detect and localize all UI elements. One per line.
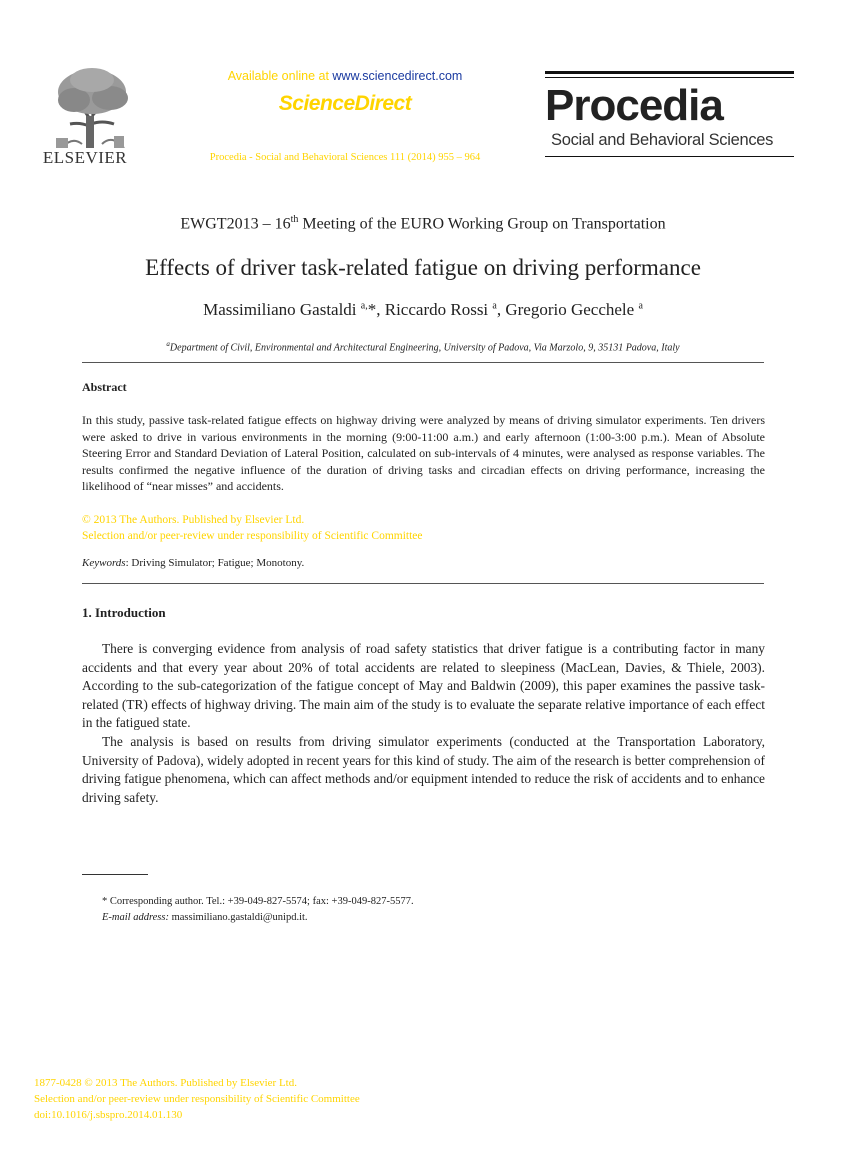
email-line: E-mail address: massimiliano.gastaldi@unipd.it. [102,912,308,923]
author-list: Massimiliano Gastaldi $^{a,}$*, Riccardo Rossi $^a$, Gregorio Gecchele $^a$ [203,300,643,319]
peer-review-notice: Selection and/or peer-review under responsibility of Scientific Committee [82,530,423,542]
divider [82,362,764,363]
footer-issn: 1877-0428 © 2013 The Authors. Published by Elsevier Ltd. [34,1077,297,1089]
author-name: Riccardo Rossi [384,300,493,319]
keywords-label: Keywords [82,557,126,569]
paragraph: There is converging evidence from analysis of road safety statistics that driver fatigue is a contributing factor in many accidents and that every year about 20% of total accidents are related to sleepiness (MacLean, Davies, & Thiele, 2003). According to the sub-categorization of the fatigue concept of May and Baldwin (2009), this paper examines the passive task-related (TR) effects of highway driving. The main aim of the study is to evaluate the separate relative importance of each effect in the fatigued state. [82,641,765,731]
author-name: Gregorio Gecchele [505,300,639,319]
sciencedirect-logo-text: ScienceDirect [278,92,412,115]
elsevier-tree-logo [52,66,132,148]
abstract-text: In this study, passive task-related fatigue effects on highway driving were analyzed by means of driving simulator experiments. Ten drivers were asked to drive in various environments in the morning (9:00-11:00 a.m.) and early afternoon (1:00-3:00 p.m.). Mean of Absolute Steering Error and Standard Deviation of Lateral Position, calculated on sub-intervals of 4 minutes, were analysed as response variables. The results confirmed the negative influence of the duration of driving tasks and circadian effects on driving performance, increasing the likelihood of “near misses” and accidents. [82,413,765,493]
paper-title: Effects of driver task-related fatigue on driving performance [145,255,701,280]
intro-body [82,640,765,807]
affiliation: $^a$Department of Civil, Environmental and Architectural Engineering, University of Padova, Via Marzolo, 9, 35131 Padova, Italy [166,340,680,354]
corresponding-author: * Corresponding author. Tel.: +39-049-827-5574; fax: +39-049-827-5577. [102,896,414,907]
email-link[interactable]: massimiliano.gastaldi@unipd.it. [168,912,308,923]
availability-line [150,69,540,83]
copyright-notice: © 2013 The Authors. Published by Elsevier Ltd. [82,514,305,526]
journal-reference: Procedia - Social and Behavioral Sciences 111 (2014) 955 – 964 [209,152,481,163]
conference-line: EWGT2013 – 16th Meeting of the EURO Working Group on Transportation [180,214,666,233]
abstract-heading: Abstract [82,380,127,394]
brand-top-rule [545,71,794,74]
available-prefix: Available online at [227,69,333,83]
brand-top-rule-thin [545,77,794,78]
footer-review: Selection and/or peer-review under responsibility of Scientific Committee [34,1093,360,1105]
sciencedirect-link[interactable]: www.sciencedirect.com [332,69,463,83]
keywords: Keywords: Driving Simulator; Fatigue; Monotony. [82,557,305,569]
footer-doi[interactable]: doi:10.1016/j.sbspro.2014.01.130 [34,1109,183,1121]
author-name: Massimiliano Gastaldi [203,300,361,319]
journal-brand: Procedia [545,81,723,130]
divider [82,583,764,584]
brand-bottom-rule [545,156,794,157]
paragraph: The analysis is based on results from driving simulator experiments (conducted at the Transportation Laboratory, University of Padova), widely adopted in recent years for this kind of study. The aim of the research is better comprehension of driving fatigue phenomena, which can affect methods and/or equipment intended to reduce the risk of accidents and to enhance driving safety. [82,733,765,805]
publisher-name: ELSEVIER [42,148,128,167]
journal-subtitle: Social and Behavioral Sciences [551,131,774,149]
footnote-rule [82,874,148,875]
section-heading: 1. Introduction [82,605,166,620]
